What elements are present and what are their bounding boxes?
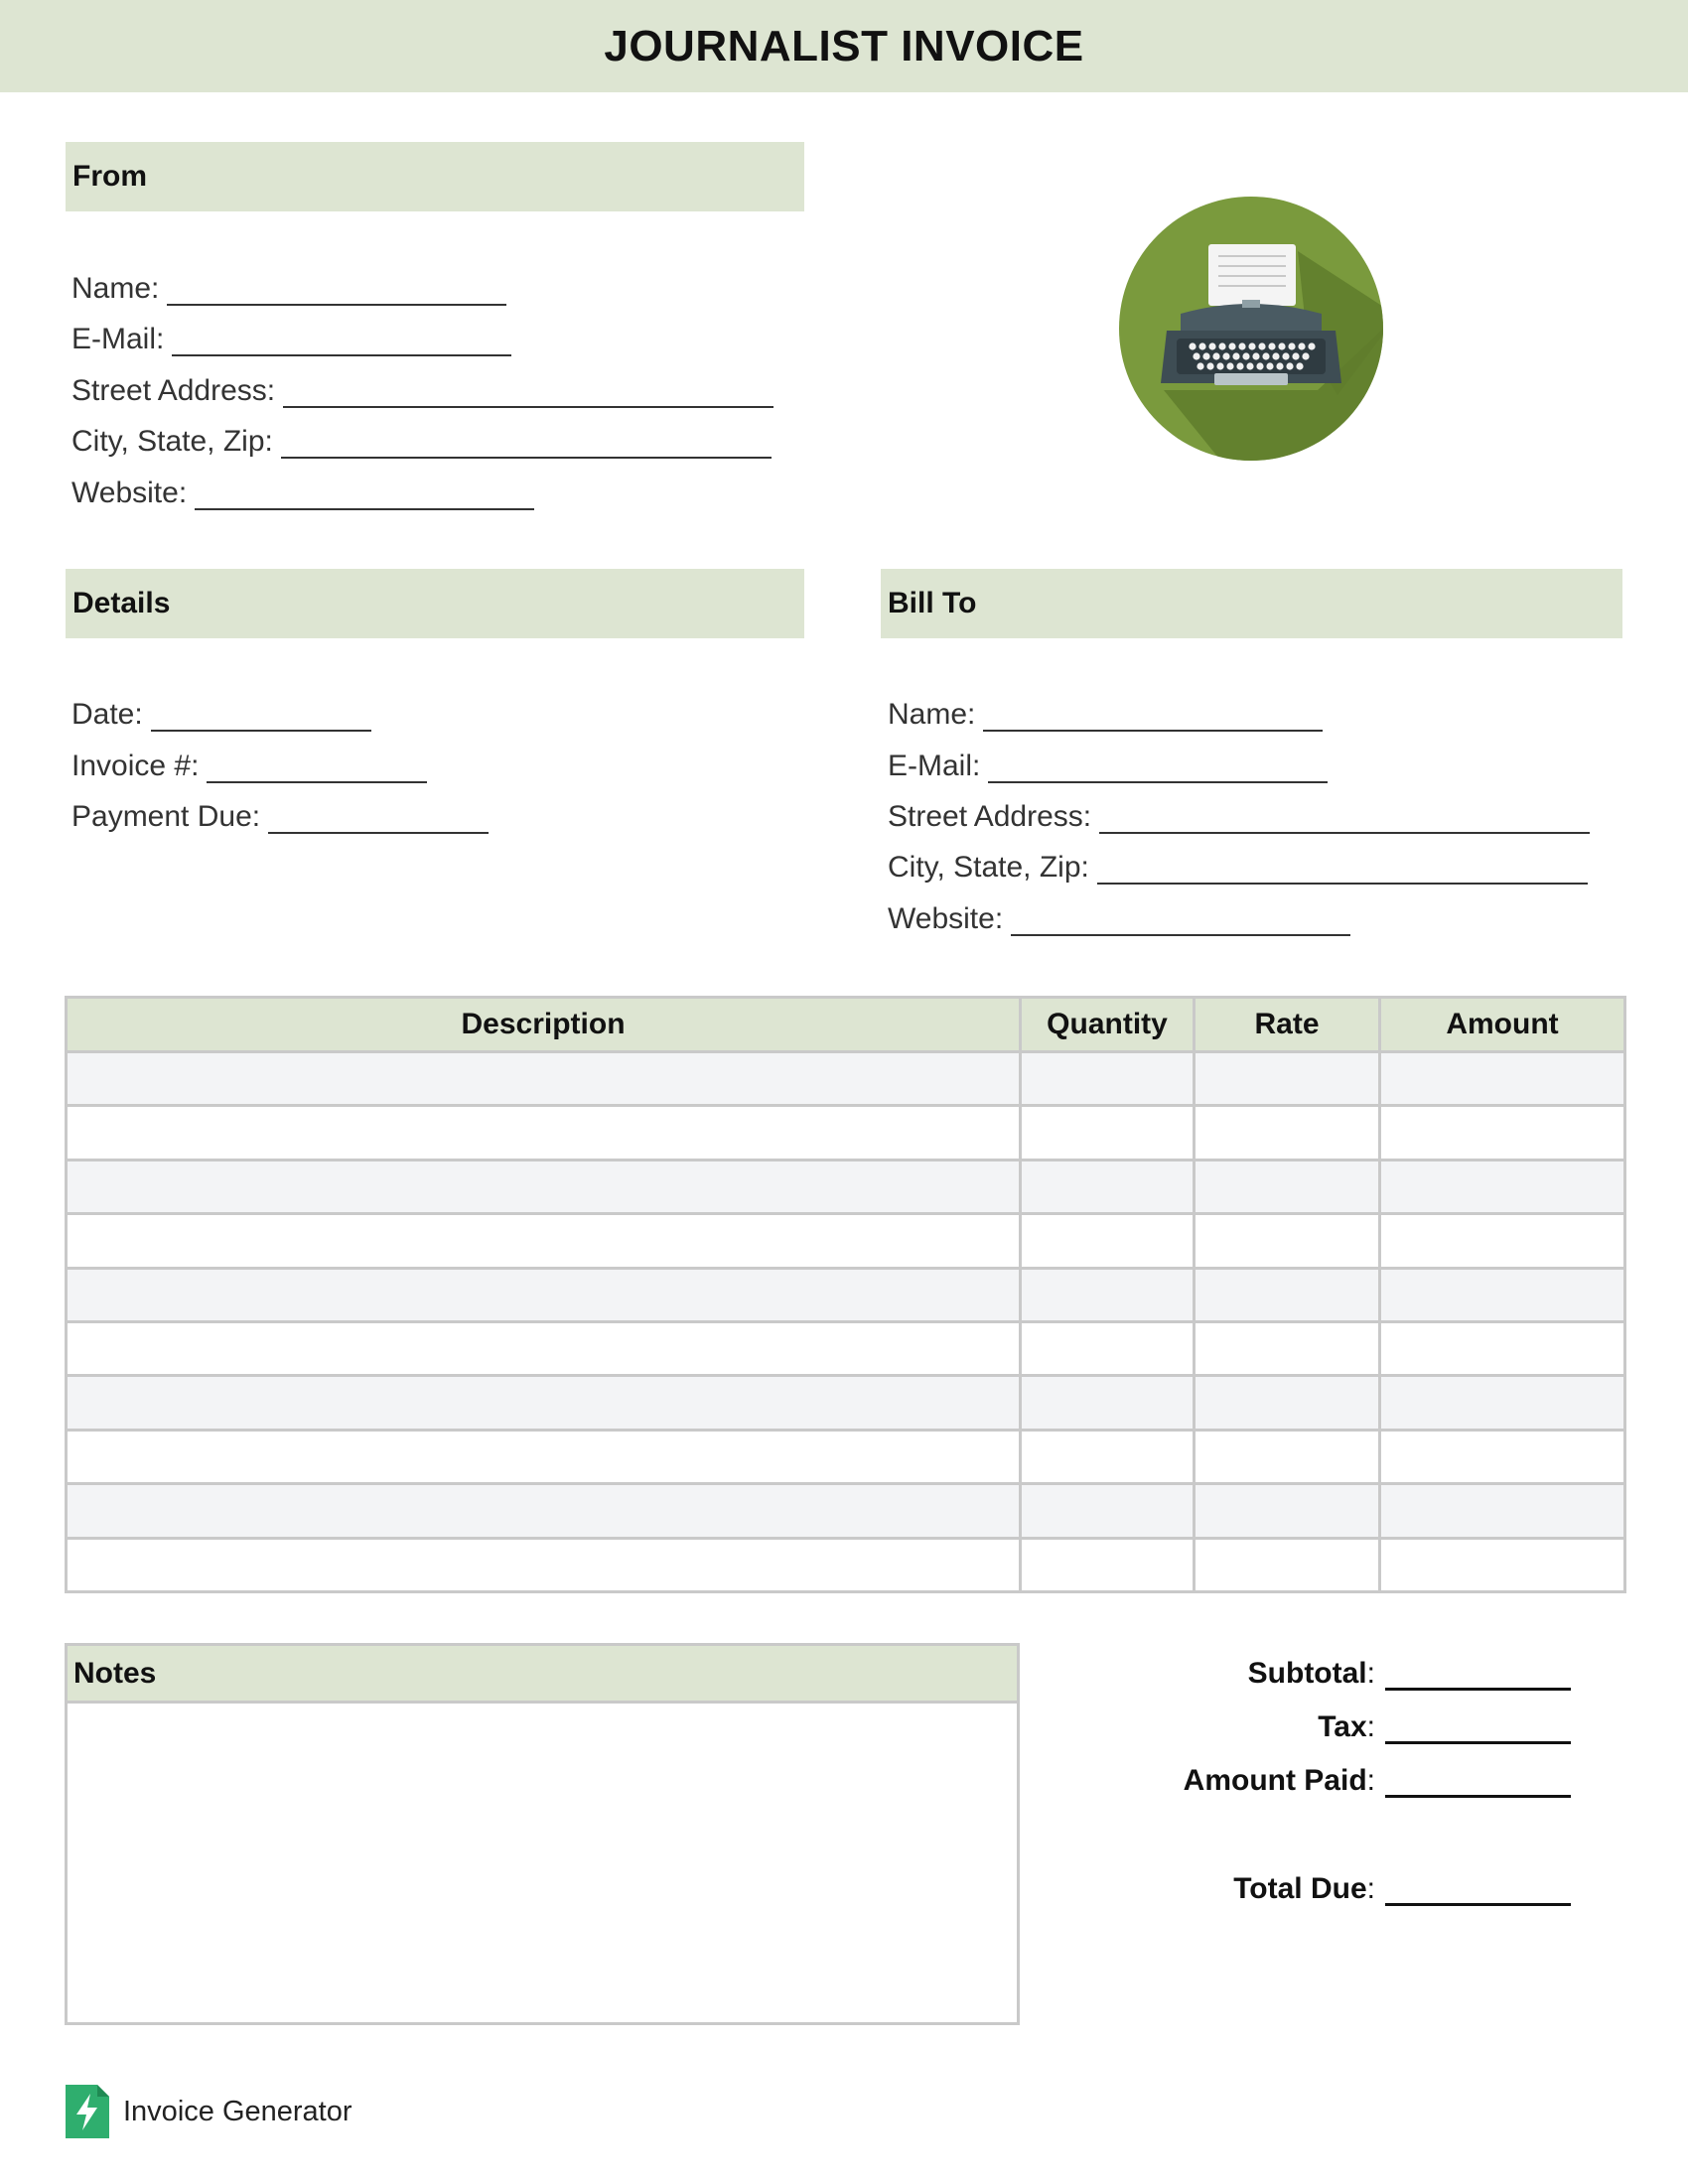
- subtotal-line: [1385, 1662, 1571, 1691]
- from-city-field[interactable]: City, State, Zip:: [71, 419, 772, 459]
- from-header-label: From: [72, 160, 147, 193]
- description-cell[interactable]: [67, 1430, 1021, 1483]
- quantity-cell[interactable]: [1021, 1430, 1195, 1483]
- amount-cell[interactable]: [1380, 1268, 1625, 1321]
- invoice-number-field[interactable]: Invoice #:: [71, 744, 427, 783]
- invoice-title: JOURNALIST INVOICE: [604, 21, 1084, 70]
- total-due-line: [1385, 1877, 1571, 1906]
- notes-textarea[interactable]: [68, 1704, 1017, 2021]
- bill-to-street-field[interactable]: Street Address:: [888, 794, 1590, 834]
- amount-cell[interactable]: [1380, 1484, 1625, 1538]
- lightning-bolt-icon: [66, 2085, 109, 2138]
- rate-cell[interactable]: [1195, 1106, 1380, 1160]
- table-row: [67, 1376, 1625, 1430]
- amount-paid-row[interactable]: Amount Paid :: [1015, 1758, 1571, 1798]
- from-email-field[interactable]: E-Mail:: [71, 317, 511, 356]
- amount-cell[interactable]: [1380, 1430, 1625, 1483]
- amount-cell[interactable]: [1380, 1376, 1625, 1430]
- description-cell[interactable]: [67, 1214, 1021, 1268]
- table-row: [67, 1538, 1625, 1591]
- rate-cell[interactable]: [1195, 1214, 1380, 1268]
- quantity-cell[interactable]: [1021, 1160, 1195, 1213]
- footer-brand: [66, 2085, 352, 2138]
- from-name-field[interactable]: Name:: [71, 266, 506, 306]
- details-header: [66, 569, 804, 638]
- tax-row[interactable]: Tax :: [1015, 1705, 1571, 1744]
- items-table: [65, 996, 1626, 1593]
- from-website-field[interactable]: Website:: [71, 471, 534, 510]
- rate-cell[interactable]: [1195, 1484, 1380, 1538]
- details-header-label: Details: [72, 587, 171, 619]
- column-header-description: Description: [67, 998, 1021, 1052]
- description-cell[interactable]: [67, 1160, 1021, 1213]
- description-cell[interactable]: [67, 1484, 1021, 1538]
- quantity-cell[interactable]: [1021, 1538, 1195, 1591]
- rate-cell[interactable]: [1195, 1052, 1380, 1106]
- amount-cell[interactable]: [1380, 1321, 1625, 1375]
- bill-to-header: [881, 569, 1622, 638]
- quantity-cell[interactable]: [1021, 1484, 1195, 1538]
- bill-to-city-field[interactable]: City, State, Zip:: [888, 845, 1588, 885]
- payment-due-field[interactable]: Payment Due:: [71, 794, 489, 834]
- quantity-cell[interactable]: [1021, 1052, 1195, 1106]
- description-cell[interactable]: [67, 1321, 1021, 1375]
- notes-header-label: Notes: [73, 1656, 157, 1690]
- description-cell[interactable]: [67, 1376, 1021, 1430]
- amount-cell[interactable]: [1380, 1106, 1625, 1160]
- brand-name: Invoice Generator: [123, 2095, 352, 2127]
- quantity-cell[interactable]: [1021, 1376, 1195, 1430]
- table-row: [67, 1052, 1625, 1106]
- table-row: [67, 1106, 1625, 1160]
- table-row: [67, 1160, 1625, 1213]
- subtotal-row[interactable]: Subtotal :: [1015, 1651, 1571, 1691]
- bill-to-email-field[interactable]: E-Mail:: [888, 744, 1328, 783]
- quantity-cell[interactable]: [1021, 1321, 1195, 1375]
- from-header: [66, 142, 804, 211]
- amount-cell[interactable]: [1380, 1214, 1625, 1268]
- rate-cell[interactable]: [1195, 1376, 1380, 1430]
- from-street-field[interactable]: Street Address:: [71, 368, 774, 408]
- rate-cell[interactable]: [1195, 1268, 1380, 1321]
- amount-cell[interactable]: [1380, 1052, 1625, 1106]
- bill-to-website-field[interactable]: Website:: [888, 896, 1350, 936]
- table-row: [67, 1268, 1625, 1321]
- description-cell[interactable]: [67, 1052, 1021, 1106]
- description-cell[interactable]: [67, 1268, 1021, 1321]
- column-header-amount: Amount: [1380, 998, 1625, 1052]
- bill-to-header-label: Bill To: [888, 587, 977, 619]
- rate-cell[interactable]: [1195, 1538, 1380, 1591]
- column-header-quantity: Quantity: [1021, 998, 1195, 1052]
- bill-to-name-field[interactable]: Name:: [888, 692, 1323, 732]
- rate-cell[interactable]: [1195, 1430, 1380, 1483]
- rate-cell[interactable]: [1195, 1160, 1380, 1213]
- date-field[interactable]: Date:: [71, 692, 371, 732]
- title-bar: [0, 0, 1688, 92]
- table-row: [67, 1321, 1625, 1375]
- quantity-cell[interactable]: [1021, 1214, 1195, 1268]
- amount-paid-line: [1385, 1769, 1571, 1798]
- tax-line: [1385, 1715, 1571, 1744]
- table-row: [67, 1430, 1625, 1483]
- notes-box: [65, 1643, 1020, 2025]
- description-cell[interactable]: [67, 1538, 1021, 1591]
- typewriter-icon: [1119, 197, 1383, 461]
- rate-cell[interactable]: [1195, 1321, 1380, 1375]
- quantity-cell[interactable]: [1021, 1268, 1195, 1321]
- amount-cell[interactable]: [1380, 1538, 1625, 1591]
- table-header-row: [67, 998, 1625, 1052]
- description-cell[interactable]: [67, 1106, 1021, 1160]
- notes-header: [68, 1646, 1017, 1704]
- column-header-rate: Rate: [1195, 998, 1380, 1052]
- total-due-row[interactable]: Total Due :: [1015, 1866, 1571, 1906]
- amount-cell[interactable]: [1380, 1160, 1625, 1213]
- quantity-cell[interactable]: [1021, 1106, 1195, 1160]
- table-row: [67, 1214, 1625, 1268]
- table-row: [67, 1484, 1625, 1538]
